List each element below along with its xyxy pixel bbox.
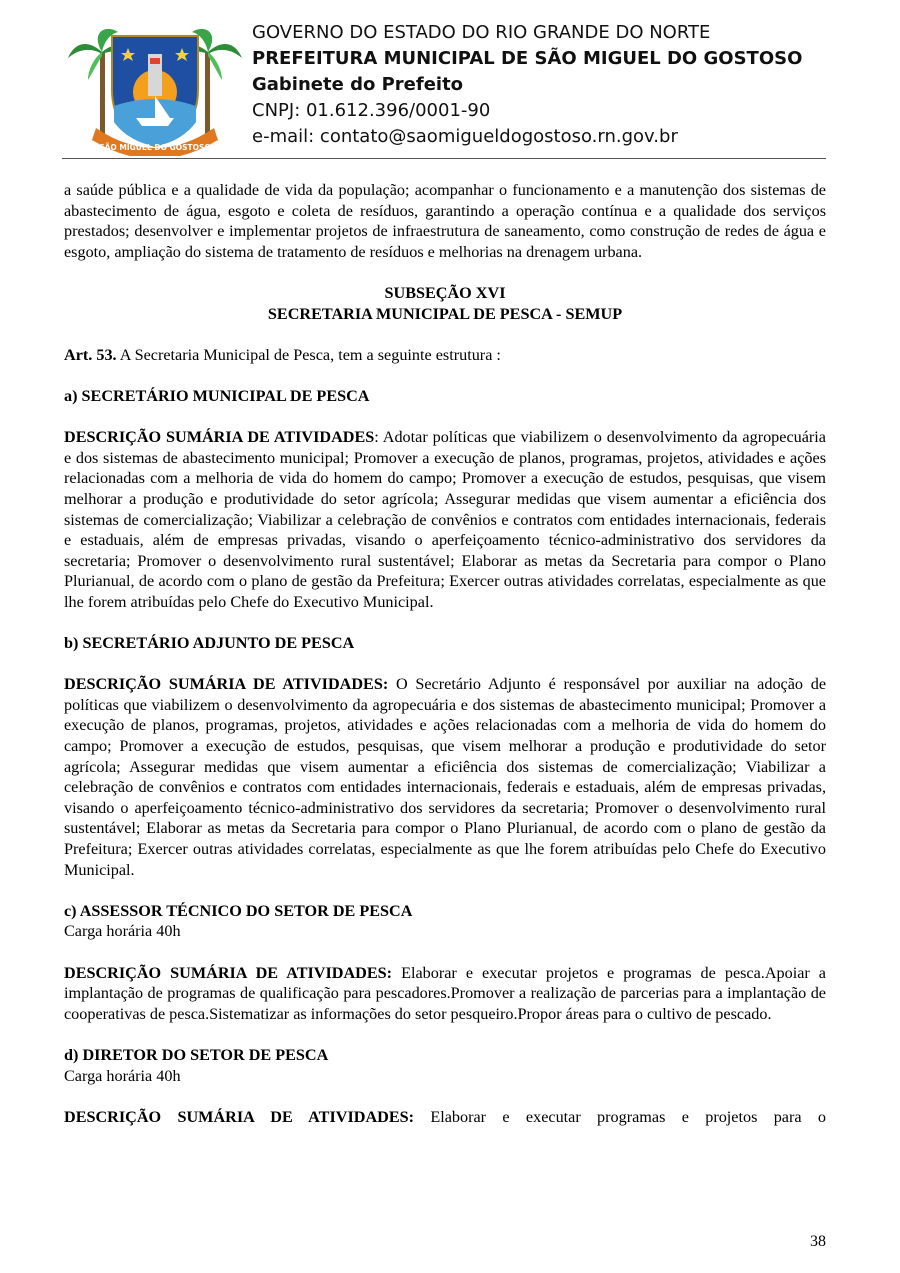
- section-d-description: [64, 1107, 826, 1128]
- section-b-heading: b) SECRETÁRIO ADJUNTO DE PESCA: [64, 634, 355, 653]
- intro-paragraph: a saúde pública e a qualidade de vida da população; acompanhar o funcionamento e a manutenção dos sistemas de abastecimento de água, esgoto e coleta de resíduos, garantindo a operação contínua e a qualidade dos serviços prestados; desenvolver e implementar projetos de infraestrutura de saneamento, como construção de redes de água e esgoto, ampliação do sistema de tratamento de resíduos e melhorias na drenagem urbana.: [64, 181, 826, 261]
- section-a-description: [64, 427, 826, 612]
- section-d-desc-text: Elaborar e executar programas e projetos para o: [414, 1107, 826, 1126]
- logo-ribbon-text: SÃO MIGUEL DO GOSTOSO: [99, 143, 211, 152]
- city-hall-line: PREFEITURA MUNICIPAL DE SÃO MIGUEL DO GOSTOSO: [252, 48, 803, 69]
- section-c-desc-text: Elaborar e executar projetos e programas de pesca.Apoiar a implantação de programas de qualificação para pescadores.Promover a realização de parcerias para a implantação de cooperativas de pesca.Sistematizar as informações do setor pesqueiro.Propor áreas para o cultivo de pescado.: [64, 963, 826, 1023]
- section-d-desc-label: DESCRIÇÃO SUMÁRIA DE ATIVIDADES:: [64, 1107, 415, 1126]
- section-a-desc-label: DESCRIÇÃO SUMÁRIA DE ATIVIDADES: [64, 428, 375, 447]
- header-divider: [62, 158, 826, 159]
- section-d-workload: Carga horária 40h: [64, 1066, 181, 1085]
- section-b-description: [64, 674, 826, 880]
- letterhead: [62, 14, 826, 160]
- cnpj-line: CNPJ: 01.612.396/0001-90: [252, 100, 491, 121]
- section-c-description: [64, 963, 826, 1025]
- email-line: e-mail: contato@saomigueldogostoso.rn.gov.br: [252, 126, 678, 147]
- state-government-line: GOVERNO DO ESTADO DO RIO GRANDE DO NORTE: [252, 22, 711, 43]
- section-a-heading: a) SECRETÁRIO MUNICIPAL DE PESCA: [64, 386, 370, 405]
- article-text: A Secretaria Municipal de Pesca, tem a seguinte estrutura :: [116, 345, 501, 364]
- letterhead-text: [252, 20, 802, 150]
- section-b-desc-text: O Secretário Adjunto é responsável por auxiliar na adoção de políticas que viabilizem o desenvolvimento da agropecuária e dos sistemas de abastecimento municipal; Promover a execução de planos, programas, projetos, atividades e ações relacionadas com a melhoria de vida do homem do campo; Promover a execução de estudos, pesquisas, que visem melhorar a produção e produtividade do setor agrícola; Assegurar medidas que visem aumentar a eficiência dos sistemas de comercialização; Viabilizar a celebração de convênios e contratos com entidades internacionais, federais e estaduais, além de empresas privadas, visando o aperfeiçoamento técnico-administrativo dos servidores da secretaria; Promover o desenvolvimento rural sustentável; Elaborar as metas da Secretaria para compor o Plano Plurianual, de acordo com o plano de gestão da Prefeitura; Exercer outras atividades correlatas, especialmente as que lhe forem atribuídas pelo Chefe do Executivo Municipal.: [64, 675, 827, 879]
- page-number: 38: [810, 1233, 826, 1250]
- section-b-desc-label: DESCRIÇÃO SUMÁRIA DE ATIVIDADES:: [64, 675, 389, 694]
- article-label: Art. 53.: [64, 345, 117, 364]
- subsection-title: SUBSEÇÃO XVI: [384, 283, 506, 302]
- article-paragraph: [64, 345, 826, 366]
- section-d-heading: d) DIRETOR DO SETOR DE PESCA: [64, 1045, 329, 1064]
- section-c-workload: Carga horária 40h: [64, 922, 181, 941]
- mayor-office-line: Gabinete do Prefeito: [252, 74, 464, 95]
- municipal-coat-of-arms-logo: [66, 18, 244, 156]
- section-c-heading: c) ASSESSOR TÉCNICO DO SETOR DE PESCA: [64, 901, 413, 920]
- section-a-desc-text: : Adotar políticas que viabilizem o desenvolvimento da agropecuária e dos sistemas de abastecimento municipal; Promover a execução de planos, programas, projetos, atividades e ações relacionadas com a melhoria de vida do homem do campo; Promover a execução de estudos, pesquisas, que visem melhorar a produção e produtividade do setor agrícola; Assegurar medidas que visem aumentar a eficiência dos sistemas de comercialização; Viabilizar a celebração de convênios e contratos com entidades internacionais, federais e estaduais, além de empresas privadas, visando o aperfeiçoamento técnico-administrativo dos servidores da secretaria; Promover o desenvolvimento rural sustentável; Elaborar as metas da Secretaria para compor o Plano Plurianual, de acordo com o plano de gestão da Prefeitura; Exercer outras atividades correlatas, especialmente as que lhe forem atribuídas pelo Chefe do Executivo Municipal.: [64, 428, 826, 611]
- section-c-desc-label: DESCRIÇÃO SUMÁRIA DE ATIVIDADES:: [64, 963, 393, 982]
- document-body: [64, 180, 826, 1127]
- subsection-subtitle: SECRETARIA MUNICIPAL DE PESCA - SEMUP: [267, 304, 623, 323]
